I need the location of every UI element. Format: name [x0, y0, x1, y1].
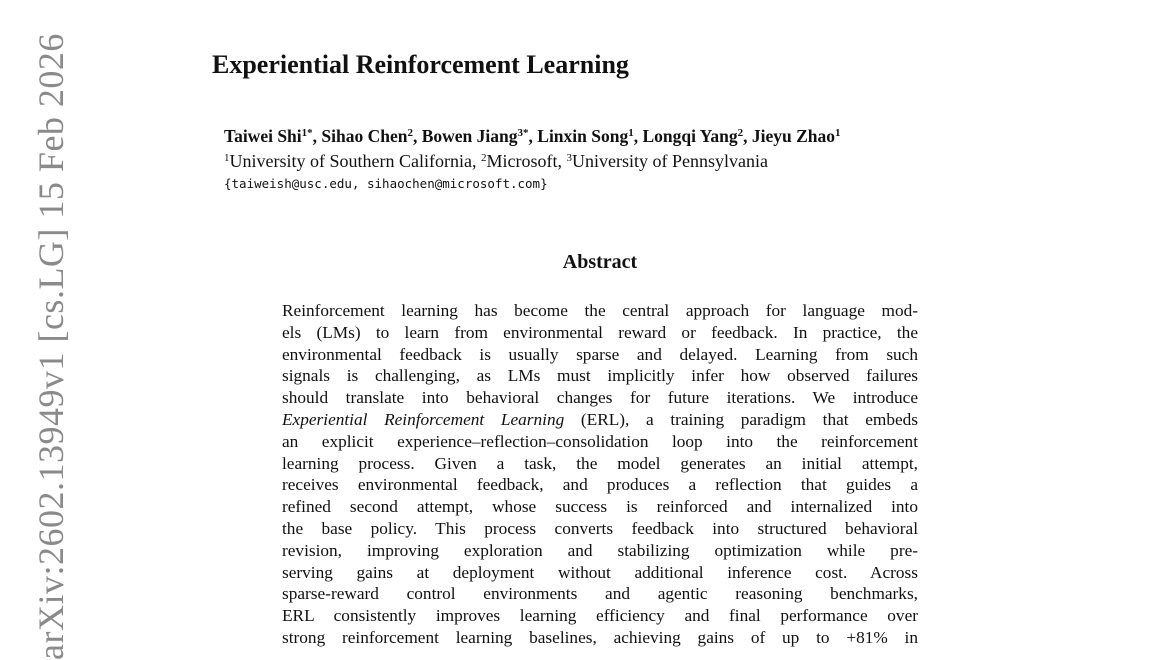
- author-name: Taiwei Shi: [224, 126, 302, 146]
- affiliation-mark: 1: [224, 152, 230, 164]
- abstract-line: receives environmental feedback, and produces a reflection that guides a: [282, 475, 918, 495]
- affiliation-mark: 3: [566, 152, 572, 164]
- author-name: Longqi Yang: [642, 126, 738, 146]
- arxiv-identifier-stamp: arXiv:2602.13949v1 [cs.LG] 15 Feb 2026: [31, 33, 71, 660]
- abstract-line: sparse-reward control environments and agentic reasoning benchmarks,: [282, 584, 918, 604]
- affiliation-mark: 2: [480, 152, 487, 164]
- author-name: Linxin Song: [537, 126, 629, 146]
- author-list: Taiwei Shi$^{1*}$, Sihao Chen$^2$, Bowen Jiang$^{3*}$, Linxin Song$^1$, Longqi Yang$^2$, Jieyu Zhao$^1$: [224, 126, 841, 146]
- author-affiliation-mark: 2: [407, 127, 413, 139]
- affiliation-list: $^1$University of Southern California, $^2$Microsoft, $^3$University of Pennsylvania: [224, 151, 768, 171]
- author-name: Bowen Jiang: [421, 126, 518, 146]
- abstract-line: the base policy. This process converts feedback into structured behavioral: [282, 518, 918, 538]
- abstract-line: Experiential Reinforcement Learning (ERL), a training paradigm that embeds: [282, 409, 918, 429]
- author-name: Sihao Chen: [321, 126, 408, 146]
- affiliation-name: Microsoft: [486, 151, 558, 171]
- author-affiliation-mark: 1: [628, 127, 634, 139]
- author-affiliation-mark: 2: [737, 127, 744, 139]
- abstract-line: an explicit experience–reflection–consolidation loop into the reinforcement: [282, 431, 918, 451]
- author-affiliation-mark: 3*: [517, 127, 529, 139]
- abstract-line: should translate into behavioral changes for future iterations. We introduce: [282, 388, 918, 408]
- abstract-line: serving gains at deployment without additional inference cost. Across: [282, 562, 918, 582]
- author-name: Jieyu Zhao: [751, 126, 836, 146]
- abstract-line: signals is challenging, as LMs must implicitly infer how observed failures: [282, 366, 918, 386]
- abstract-line: Reinforcement learning has become the central approach for language mod-: [282, 301, 918, 320]
- abstract-line: environmental feedback is usually sparse and delayed. Learning from such: [282, 344, 918, 364]
- affiliation-name: University of Pennsylvania: [571, 151, 768, 171]
- abstract-line: learning process. Given a task, the model generates an initial attempt,: [282, 453, 918, 473]
- abstract-line: els (LMs) to learn from environmental reward or feedback. In practice, the: [282, 322, 918, 342]
- author-affiliation-mark: 1: [835, 127, 841, 139]
- contact-emails: {taiweish@usc.edu, sihaochen@microsoft.com}: [224, 176, 548, 191]
- affiliation-name: University of Southern California: [229, 151, 472, 171]
- abstract-line: ERL consistently improves learning efficiency and final performance over: [282, 606, 918, 626]
- abstract-heading: Abstract: [562, 251, 638, 273]
- abstract-line: strong reinforcement learning baselines, achieving gains of up to +81% in: [282, 627, 918, 647]
- method-name-emphasis: Experiential Reinforcement Learning: [282, 409, 565, 429]
- paper-title: Experiential Reinforcement Learning: [212, 50, 629, 79]
- author-affiliation-mark: 1*: [301, 127, 313, 139]
- abstract-body: [282, 300, 918, 649]
- abstract-line: refined second attempt, whose success is reinforced and internalized into: [282, 497, 918, 517]
- abstract-line: revision, improving exploration and stabilizing optimization while pre-: [282, 540, 918, 560]
